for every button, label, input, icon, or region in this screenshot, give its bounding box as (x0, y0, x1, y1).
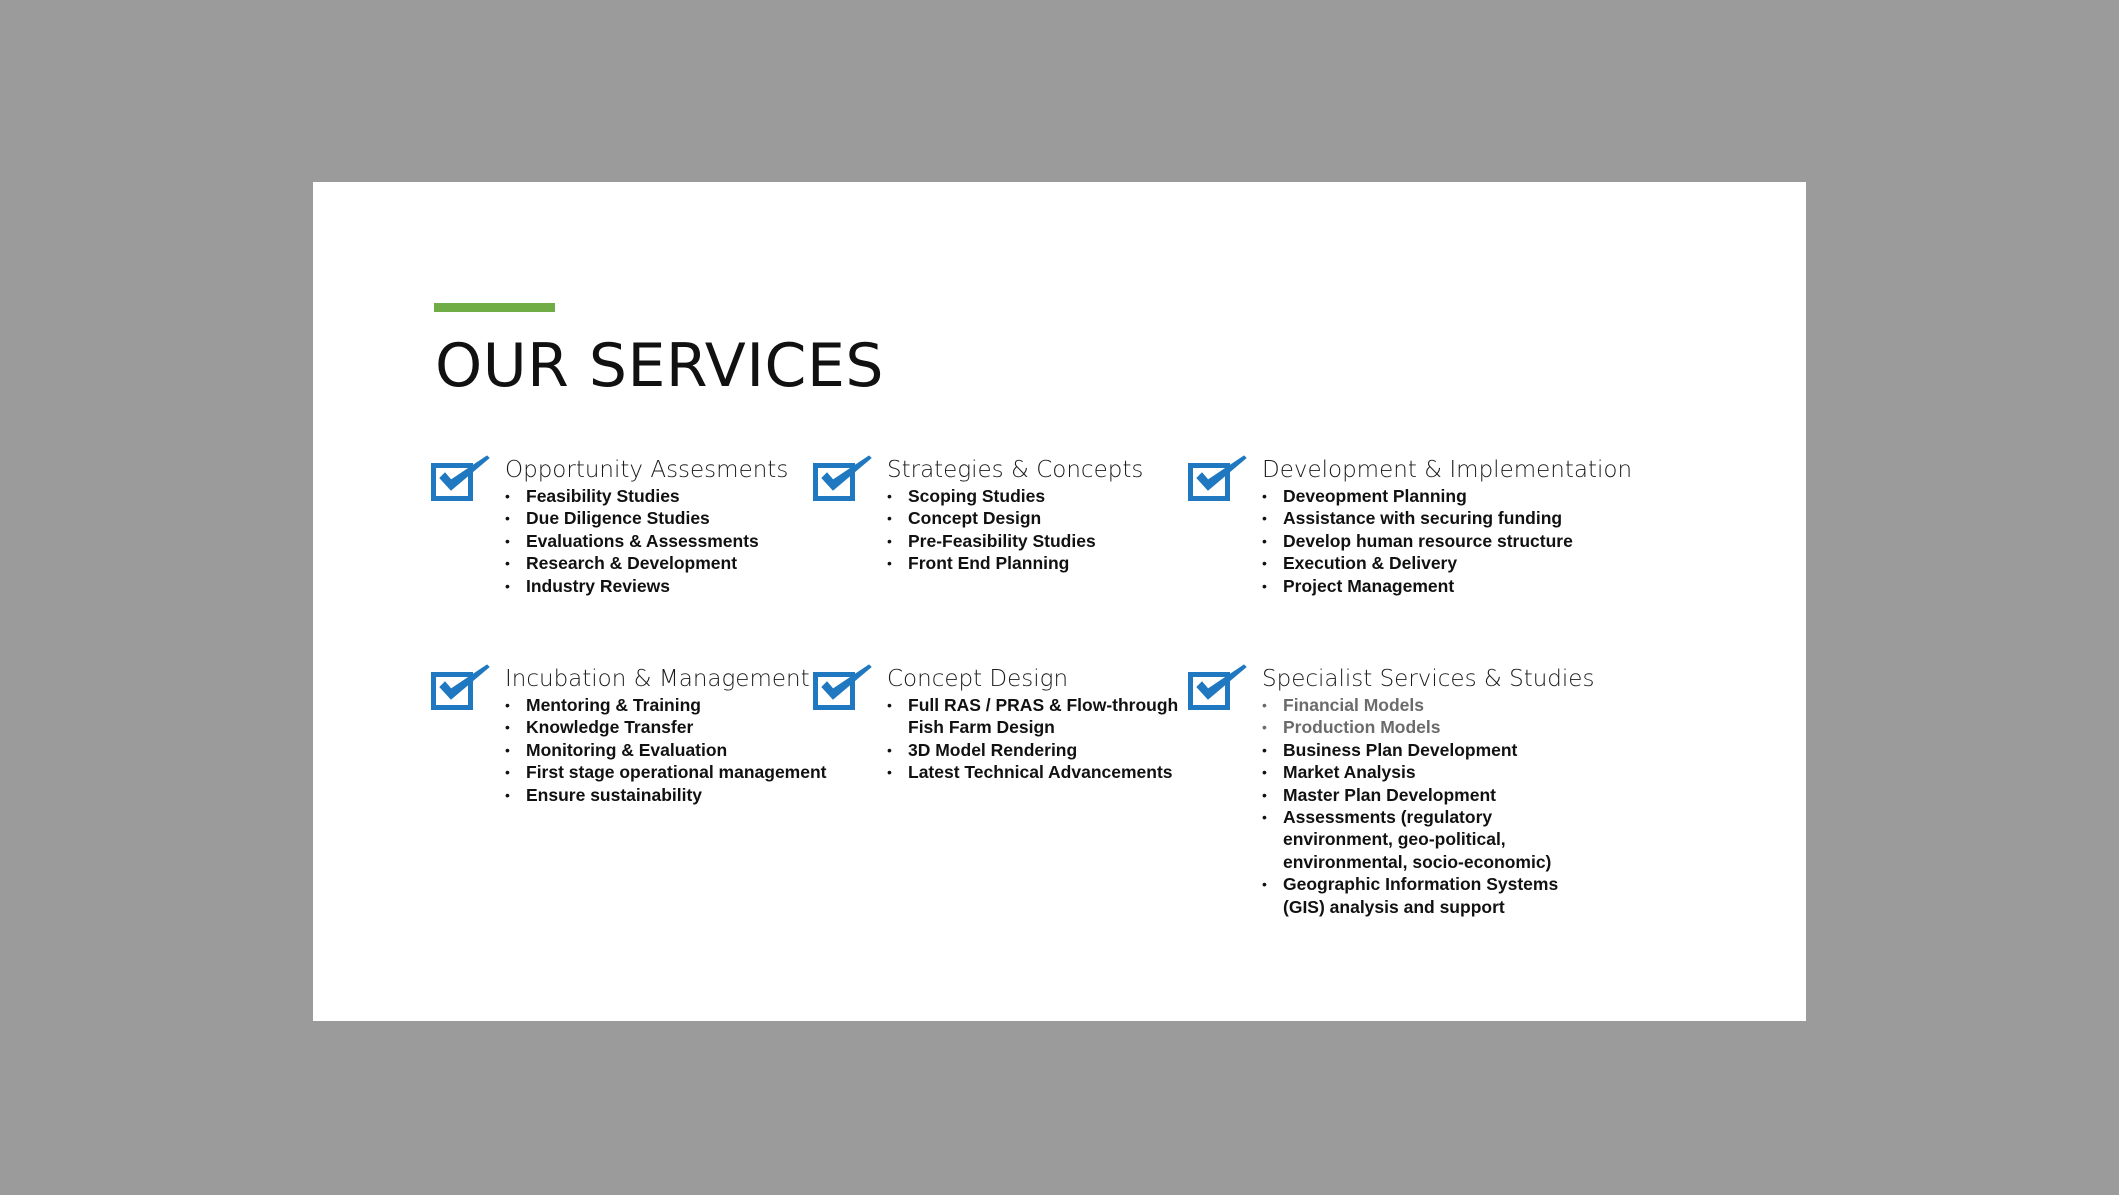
service-heading: Development & Implementation (1262, 457, 1633, 483)
service-heading: Specialist Services & Studies (1262, 666, 1595, 692)
checkbox-checked-icon (1188, 455, 1250, 503)
list-item: • Pre-Feasibility Studies (887, 530, 1096, 552)
service-list (505, 485, 759, 597)
service-development-implementation (1188, 455, 1633, 615)
checkbox-checked-icon (431, 455, 493, 503)
list-item: • Market Analysis (1262, 761, 1558, 783)
list-item: • Financial Models (1262, 694, 1558, 716)
list-item: • Evaluations & Assessments (505, 530, 759, 552)
service-strategies-concepts (813, 455, 1183, 615)
service-list (1262, 694, 1558, 918)
list-item: • Full RAS / PRAS & Flow-through Fish Farm Design (887, 694, 1178, 739)
list-item: • Research & Development (505, 552, 759, 574)
service-specialist-services-studies (1188, 664, 1618, 924)
list-item: • Mentoring & Training (505, 694, 827, 716)
list-item: • Business Plan Development (1262, 739, 1558, 761)
list-item: • Knowledge Transfer (505, 716, 827, 738)
service-list (1262, 485, 1573, 597)
service-incubation-management (431, 664, 827, 824)
list-item: • Latest Technical Advancements (887, 761, 1178, 783)
service-heading: Incubation & Management (505, 666, 810, 692)
service-heading: Strategies & Concepts (887, 457, 1144, 483)
slide (313, 182, 1806, 1021)
list-item: • Geographic Information Systems (GIS) analysis and support (1262, 873, 1558, 918)
list-item: • Project Management (1262, 575, 1573, 597)
service-heading: Opportunity Assesments (505, 457, 789, 483)
checkbox-checked-icon (431, 664, 493, 712)
list-item: • Deveopment Planning (1262, 485, 1573, 507)
list-item: • Ensure sustainability (505, 784, 827, 806)
checkbox-checked-icon (1188, 664, 1250, 712)
list-item: • Production Models (1262, 716, 1558, 738)
list-item: • Master Plan Development (1262, 784, 1558, 806)
list-item: • Monitoring & Evaluation (505, 739, 827, 761)
list-item: • Assistance with securing funding (1262, 507, 1573, 529)
list-item: • Front End Planning (887, 552, 1096, 574)
list-item: • Feasibility Studies (505, 485, 759, 507)
list-item: • Scoping Studies (887, 485, 1096, 507)
list-item: • Due Diligence Studies (505, 507, 759, 529)
list-item: • 3D Model Rendering (887, 739, 1178, 761)
checkbox-checked-icon (813, 664, 875, 712)
service-opportunity-assessments (431, 455, 801, 615)
list-item: • Execution & Delivery (1262, 552, 1573, 574)
service-list (887, 694, 1178, 784)
list-item: • Concept Design (887, 507, 1096, 529)
page-title: OUR SERVICES (435, 331, 884, 401)
service-heading: Concept Design (887, 666, 1069, 692)
service-list (887, 485, 1096, 575)
list-item: • Assessments (regulatory environment, geo-political, environmental, socio-economic) (1262, 806, 1558, 873)
service-list (505, 694, 827, 806)
list-item: • First stage operational management (505, 761, 827, 783)
title-accent-bar (434, 303, 555, 312)
list-item: • Industry Reviews (505, 575, 759, 597)
service-concept-design (813, 664, 1183, 804)
list-item: • Develop human resource structure (1262, 530, 1573, 552)
checkbox-checked-icon (813, 455, 875, 503)
